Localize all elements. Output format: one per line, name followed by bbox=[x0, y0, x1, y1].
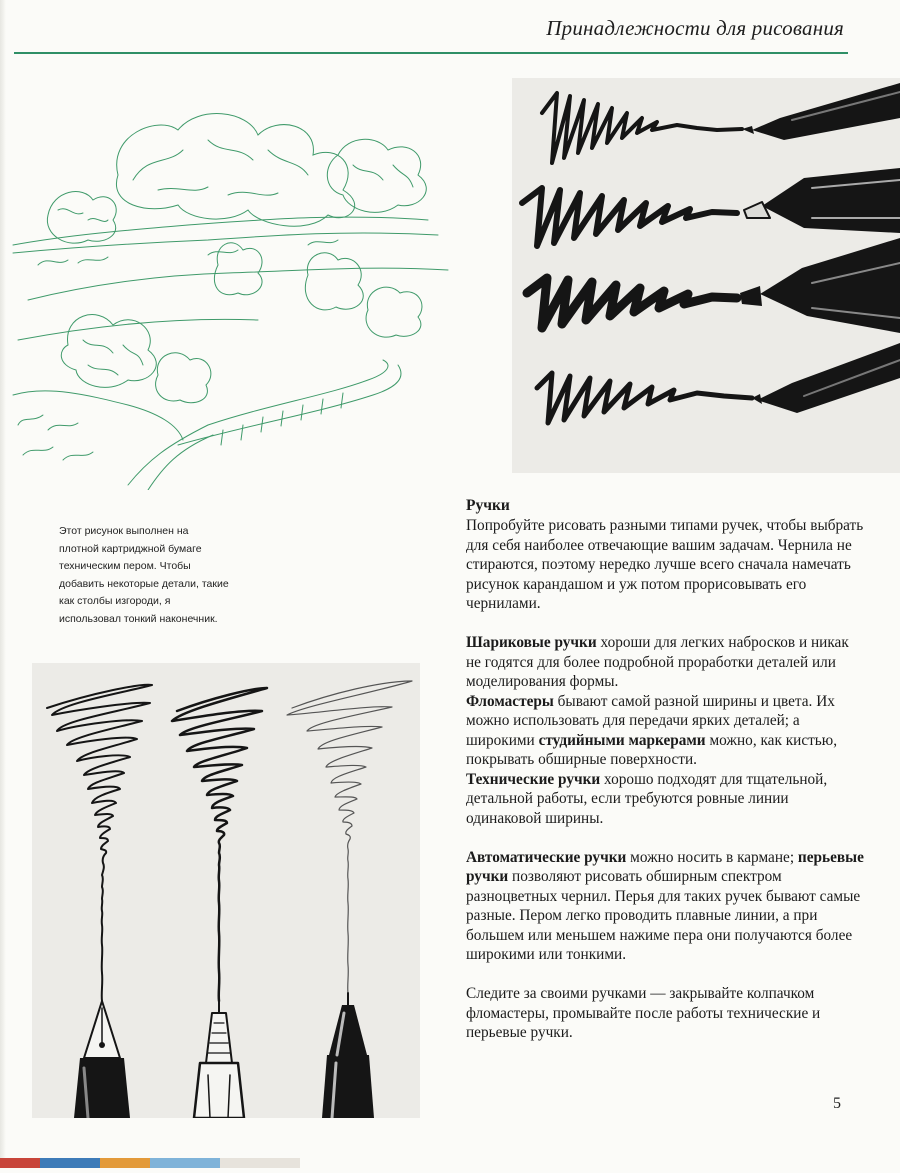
page-header-title: Принадлежности для рисования bbox=[546, 16, 844, 40]
spiral-stroke-ballpoint bbox=[287, 681, 412, 993]
ballpoint-paragraph bbox=[466, 633, 866, 692]
pen-2 bbox=[744, 168, 900, 233]
automatic-paragraph bbox=[466, 848, 866, 965]
technical-pen bbox=[194, 1001, 244, 1118]
term-felt-tip: Фломастеры bbox=[466, 692, 554, 710]
caption-line: техническим пером. Чтобы bbox=[59, 560, 191, 572]
zigzag-stroke-1 bbox=[542, 93, 742, 163]
automatic-text: можно носить в кармане; bbox=[626, 848, 798, 866]
page-number: 5 bbox=[833, 1095, 841, 1112]
pen-3 bbox=[740, 238, 900, 333]
felt-tip-pens-illustration bbox=[512, 78, 900, 473]
technical-paragraph bbox=[466, 770, 866, 829]
pens-spiral-illustration bbox=[32, 663, 420, 1118]
sketch-trees-background bbox=[47, 114, 426, 244]
article-body bbox=[466, 496, 866, 1043]
zigzag-stroke-2 bbox=[522, 188, 737, 246]
technical-text: хорошо подходят для тщательной, детальной работы, если требуются ровные линии одинаковой ширины. bbox=[466, 770, 828, 827]
caption-line: использовал тонкий наконечник. bbox=[59, 612, 218, 625]
fountain-pen bbox=[74, 1001, 130, 1118]
intro-paragraph: Попробуйте рисовать разными типами ручек, чтобы выбрать для себя наиболее отвечающие вашим задачам. Чернила не стираются, поэтому нередко лучше всего сначала намечать рисунок карандашом и уж потом прорисовывать его чернилами. bbox=[466, 517, 864, 612]
bottom-color-strip bbox=[0, 1155, 300, 1165]
term-studio-markers: студийными маркерами bbox=[538, 731, 706, 749]
caption-line: плотной картриджной бумаге bbox=[59, 542, 202, 555]
caption-line: Этот рисунок выполнен на bbox=[59, 525, 189, 537]
sketch-road bbox=[128, 360, 401, 490]
closing-paragraph: Следите за своими ручками — закрывайте колпачком фломастеры, промывайте после работы технические и перьевые ручки. bbox=[466, 985, 821, 1041]
term-fountain-pens: перьевые ручки bbox=[466, 848, 864, 885]
felt-tip-text: бывают самой разной ширины и цвета. Их можно использовать для передачи ярких деталей; а широкими bbox=[466, 692, 835, 749]
spiral-stroke-fountain bbox=[47, 685, 152, 1001]
felt-tip-paragraph bbox=[466, 692, 866, 770]
sketch-mid-trees bbox=[61, 243, 422, 388]
term-automatic-pens: Автоматические ручки bbox=[466, 848, 627, 866]
illustration-caption bbox=[59, 523, 279, 628]
ballpoint-text: хороши для легких набросков и никак не годятся для более подробной проработки деталей или моделирования формы. bbox=[466, 634, 849, 690]
header-rule bbox=[14, 52, 848, 54]
sketch-hills bbox=[13, 217, 448, 340]
landscape-sketch-illustration bbox=[8, 95, 478, 490]
zigzag-stroke-4 bbox=[537, 373, 752, 423]
section-heading: Ручки bbox=[466, 497, 510, 514]
pen-1 bbox=[742, 83, 900, 140]
ballpoint-pen bbox=[322, 993, 374, 1118]
term-ballpoint: Шариковые ручки bbox=[466, 634, 597, 651]
zigzag-stroke-3 bbox=[527, 278, 737, 328]
studio-text: можно, как кистью, покрывать обширные поверхности. bbox=[466, 731, 838, 768]
term-technical-pens: Технические ручки bbox=[466, 770, 601, 788]
caption-line: как столбы изгороди, я bbox=[59, 595, 171, 607]
page-edge-shadow bbox=[0, 0, 6, 1165]
spiral-stroke-technical bbox=[172, 688, 267, 1001]
pen-4 bbox=[752, 343, 900, 413]
fountain-text: позволяют рисовать обширным спектром разноцветных чернил. Перья для таких ручек бывают самые разные. Пером легко проводить плавные линии, а при большем или меньшем нажиме пера они получаются более широкими или тонкими. bbox=[466, 868, 861, 963]
caption-line: добавить некоторые детали, такие bbox=[59, 577, 229, 590]
